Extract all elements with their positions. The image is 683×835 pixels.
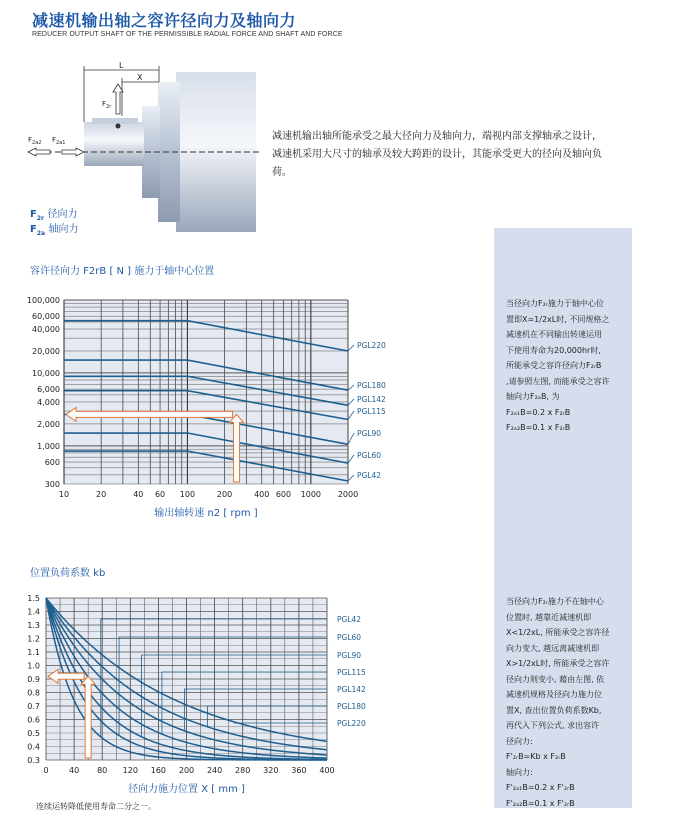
x-tick-label: 280 xyxy=(235,766,251,775)
x-tick-label: 1000 xyxy=(300,490,322,499)
x-tick-label: 40 xyxy=(69,766,80,775)
series-label: PGL60 xyxy=(337,633,362,642)
panel1-line: F₂ₐ₁B=0.2 x F₂ᵣB xyxy=(506,407,571,417)
x-tick-label: 40 xyxy=(133,490,144,499)
y-tick-label: 1.1 xyxy=(27,648,40,657)
y-tick-label: 1.0 xyxy=(27,661,40,671)
x-tick-label: 200 xyxy=(178,766,195,775)
panel1-line: 轴向力F₂ₐB, 为 xyxy=(506,392,560,401)
legend-axial: $F_{2a}$ 轴向力 xyxy=(30,224,79,237)
x-tick-label: 400 xyxy=(254,490,270,499)
x-tick-label: 0 xyxy=(43,766,49,775)
y-tick-label: 1.5 xyxy=(27,594,40,603)
series-label: PGL90 xyxy=(337,651,362,660)
y-tick-label: 6,000 xyxy=(37,385,60,395)
chart1-title: 容许径向力 F2rB [ N ] 施力于轴中心位置 xyxy=(30,266,215,277)
series-label: PGL220 xyxy=(337,719,366,728)
series-label: PGL180 xyxy=(337,702,366,711)
panel2-line: 当径向力F₂ᵣ施力不在轴中心 xyxy=(506,597,604,606)
panel2-line: 置X, 查出位置负荷系数Kb, xyxy=(506,705,602,715)
panel1-line: ,请参照左图, 而能承受之容许 xyxy=(506,376,610,386)
series-label: PGL90 xyxy=(357,429,382,438)
y-tick-label: 40,000 xyxy=(32,325,60,335)
x-tick-label: 20 xyxy=(96,490,107,499)
x-tick-label: 240 xyxy=(206,766,223,775)
panel2-line: F'₂ᵣB=Kb x F₂ᵣB xyxy=(506,752,566,761)
x-tick-label: 320 xyxy=(263,766,279,775)
panel1-line: 所能承受之容许径向力F₂ᵣB xyxy=(506,361,602,370)
y-tick-label: 1.2 xyxy=(27,634,40,644)
chart2-title: 位置负荷系数 kb xyxy=(30,568,106,579)
series-label: PGL142 xyxy=(337,685,366,694)
panel2-line: 位置时, 越靠近减速机即 xyxy=(506,612,592,622)
series-label: PGL42 xyxy=(357,471,382,480)
panel2-line: F'₂ₐ₁B=0.2 x F'₂ᵣB xyxy=(506,783,575,792)
footnote: 连续运转降低使用寿命二分之一。 xyxy=(36,802,156,811)
panel1-text xyxy=(506,296,628,436)
x-tick-label: 360 xyxy=(291,766,307,775)
x-tick-label: 120 xyxy=(122,766,138,775)
x-axis-label: 径向力施力位置 X [ mm ] xyxy=(128,784,245,795)
panel2-line: 轴向力: xyxy=(506,767,533,777)
label-F2a2: $F_{2a2}$ xyxy=(28,136,42,146)
x-tick-label: 2000 xyxy=(337,490,359,499)
page-subtitle: REDUCER OUTPUT SHAFT OF THE PERMISSIBLE RADIAL FORCE AND SHAFT AND FORCE xyxy=(32,31,343,38)
x-tick-label: 200 xyxy=(216,490,233,499)
y-tick-label: 1,000 xyxy=(37,441,60,451)
series-leader xyxy=(348,345,354,351)
y-tick-label: 10,000 xyxy=(32,368,60,378)
series-leader xyxy=(348,455,354,463)
panel2-line: F'₂ₐ₂B=0.1 x F'₂ᵣB xyxy=(506,798,575,808)
y-tick-label: 1.4 xyxy=(27,607,40,617)
y-tick-label: 100,000 xyxy=(26,296,60,305)
y-tick-label: 0.8 xyxy=(27,688,40,698)
series-leader xyxy=(348,433,354,444)
chart-radial-force xyxy=(0,288,494,528)
panel2-line: 径向力: xyxy=(506,736,533,746)
y-tick-label: 20,000 xyxy=(32,346,60,356)
y-tick-label: 60,000 xyxy=(32,312,60,322)
x-tick-label: 80 xyxy=(97,766,108,775)
series-leader xyxy=(348,411,354,419)
series-label: PGL220 xyxy=(357,341,386,350)
panel1-line: 当径向力F₂ᵣ施力于轴中心位 xyxy=(506,299,604,308)
x-tick-label: 160 xyxy=(150,766,167,775)
label-F2a1: $F_{2a1}$ xyxy=(52,136,66,146)
y-tick-label: 0.9 xyxy=(27,675,40,684)
series-leader xyxy=(348,475,354,481)
y-tick-label: 0.4 xyxy=(27,742,40,752)
series-label: PGL180 xyxy=(357,381,386,390)
panel2-line: 再代入下列公式, 求出容许 xyxy=(506,721,600,730)
series-leader xyxy=(348,385,354,390)
panel1-line: 下使用寿命为20,000hr时, xyxy=(506,345,601,355)
y-tick-label: 0.7 xyxy=(27,702,40,711)
description-text: 减速机输出轴所能承受之最大径向力及轴向力，端视内部支撑轴承之设计，减速机采用大尺寸的轴承及较大跨距的设计，其能承受更大的径向及轴向负荷。 xyxy=(272,131,602,178)
y-tick-label: 2,000 xyxy=(37,419,60,429)
panel1-line: 置即X=1/2xL时, 不同规格之 xyxy=(506,314,610,324)
y-tick-label: 300 xyxy=(44,480,60,489)
panel2-text xyxy=(506,594,628,811)
series-label: PGL60 xyxy=(357,451,382,460)
series-label: PGL115 xyxy=(337,668,366,677)
x-tick-label: 100 xyxy=(179,490,196,499)
x-tick-label: 400 xyxy=(319,766,335,775)
label-F2r: $F_{2r}$ xyxy=(102,100,112,110)
series-label: PGL142 xyxy=(357,395,386,404)
y-tick-label: 0.5 xyxy=(27,729,40,738)
panel2-line: 径向力则变小, 藉由左图, 依 xyxy=(506,674,605,684)
y-tick-label: 4,000 xyxy=(37,397,60,407)
x-tick-label: 10 xyxy=(58,490,70,499)
y-tick-label: 600 xyxy=(44,458,60,468)
y-tick-label: 1.3 xyxy=(27,621,40,630)
chart-load-factor xyxy=(0,588,494,800)
x-axis-label: 输出轴转速 n2 [ rpm ] xyxy=(154,508,258,519)
x-tick-label: 60 xyxy=(154,490,166,499)
panel1-line: F₂ₐ₂B=0.1 x F₂ᵣB xyxy=(506,423,571,432)
label-X: X xyxy=(137,73,143,82)
panel2-line: 向力变大, 越远离减速机即 xyxy=(506,643,600,653)
y-tick-label: 0.3 xyxy=(27,756,40,765)
legend-radial: $F_{2r}$ 径向力 xyxy=(30,209,78,222)
series-leader xyxy=(348,399,354,405)
panel2-line: X>1/2xL时, 所能承受之容许 xyxy=(506,659,610,668)
page-title: 减速机输出轴之容许径向力及轴向力 xyxy=(32,11,297,30)
series-label: PGL42 xyxy=(337,615,362,624)
panel2-line: 减速机规格及径向力施力位 xyxy=(506,690,602,699)
panel2-line: X<1/2xL, 所能承受之容许径 xyxy=(506,628,610,637)
label-L: L xyxy=(119,61,124,70)
y-tick-label: 0.6 xyxy=(27,715,40,725)
series-label: PGL115 xyxy=(357,407,386,416)
panel1-line: 减速机在不同输出转速运用 xyxy=(506,330,602,339)
x-tick-label: 600 xyxy=(275,490,292,499)
